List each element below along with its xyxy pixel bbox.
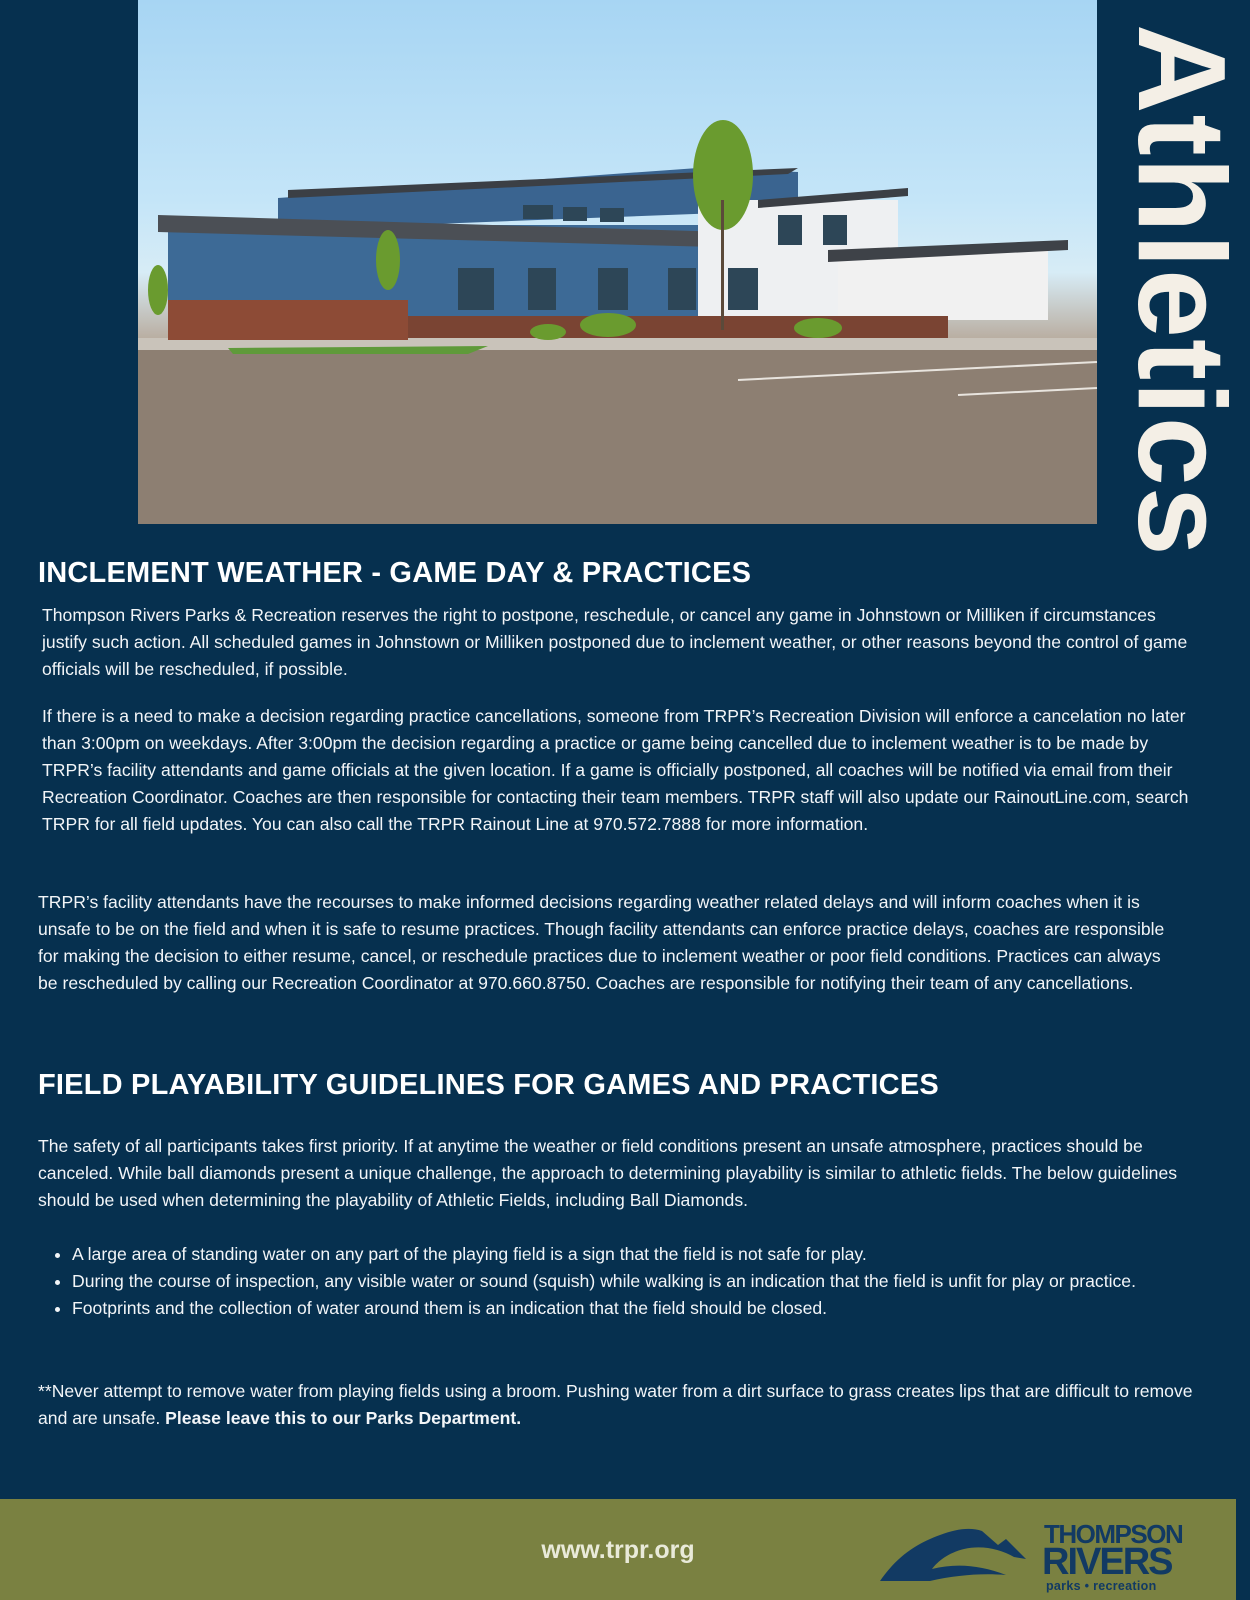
list-item: • A large area of standing water on any part of the playing field is a sign that the field is not safe for play. (72, 1241, 1202, 1268)
logo-line-1: THOMPSON (1044, 1519, 1183, 1549)
weather-paragraph-2: If there is a need to make a decision regarding practice cancellations, someone from TRPR’s Recreation Division will enforce a cancelation no later than 3:00pm on weekdays. After 3:00pm the decision regarding a practice or game being cancelled due to inclement weather is to be made by TRPR’s facility attendants and game officials at the given location. If a game is officially postponed, all coaches will be notified via email from their Recreation Coordinator. Coaches are then responsible for contacting their team members. TRPR staff will also update our RainoutLine.com, search TRPR for all field updates. You can also call the TRPR Rainout Line at 970.572.7888 for more information. (42, 706, 1189, 834)
field-note-bold: Please leave this to our Parks Department. (165, 1408, 522, 1428)
weather-heading: INCLEMENT WEATHER - GAME DAY & PRACTICES (38, 557, 752, 589)
weather-paragraph-1: Thompson Rivers Parks & Recreation reserves the right to postpone, reschedule, or cancel any game in Johnstown or Milliken if circumstances justify such action. All scheduled games in Johnstown or Milliken postponed due to inclement weather, or other reasons beyond the control of game officials will be rescheduled, if possible. (42, 605, 1188, 679)
building-illustration (138, 0, 1097, 524)
logo-line-2: RIVERS (1042, 1541, 1172, 1583)
logo-line-3: parks • recreation (1046, 1579, 1157, 1593)
website-link[interactable]: www.trpr.org (541, 1536, 695, 1564)
athletics-vertical-title (1099, 0, 1250, 557)
building-photo (138, 0, 1097, 524)
list-item: • During the course of inspection, any visible water or sound (squish) while walking is an indication that the field is unfit for play or practice. (72, 1268, 1202, 1295)
field-intro: The safety of all participants takes first priority. If at anytime the weather or field conditions present an unsafe atmosphere, practices should be canceled. While ball diamonds present a unique challenge, the approach to determining playability is similar to athletic fields. The below guidelines should be used when determining the playability of Athletic Fields, including Ball Diamonds. (38, 1136, 1178, 1210)
field-note-text: **Never attempt to remove water from playing fields using a broom. Pushing water from a dirt surface to grass creates lips that are difficult to remove and are unsafe. (38, 1381, 1193, 1428)
weather-paragraph-3: TRPR’s facility attendants have the recourses to make informed decisions regarding weather related delays and will inform coaches when it is unsafe to be on the field and when it is safe to resume practices. Though facility attendants can enforce practice delays, coaches are responsible for making the decision to either resume, cancel, or reschedule practices due to inclement weather or poor field conditions. Practices can always be rescheduled by calling our Recreation Coordinator at 970.660.8750. Coaches are responsible for notifying their team of any cancellations. (38, 892, 1165, 993)
field-note (38, 1378, 1202, 1432)
field-guidelines-list (38, 1241, 1202, 1322)
mountain-icon (878, 1519, 1038, 1589)
footer-bar (0, 1499, 1236, 1600)
field-heading: FIELD PLAYABILITY GUIDELINES FOR GAMES AND PRACTICES (38, 1069, 939, 1101)
list-item: • Footprints and the collection of water around them is an indication that the field should be closed. (72, 1295, 1202, 1322)
vertical-title-text: Athletics (1112, 24, 1250, 557)
thompson-rivers-logo (878, 1513, 1198, 1593)
